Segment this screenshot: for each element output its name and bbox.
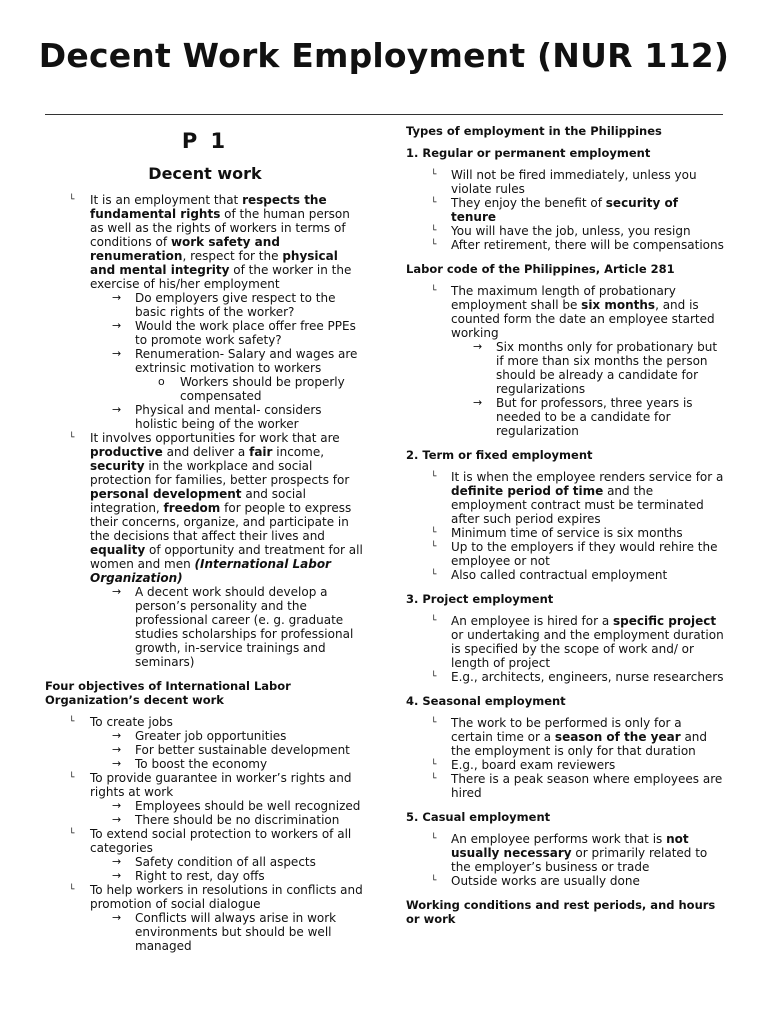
list-item-text <box>451 284 715 340</box>
text-run: E.g., board exam reviewers <box>451 758 616 772</box>
sub-list-item <box>90 743 365 757</box>
section-heading: 2. Term or fixed employment <box>406 448 593 462</box>
text-run: income, <box>272 445 325 459</box>
text-run: Outside works are usually done <box>451 874 640 888</box>
bold-text: specific project <box>612 614 717 628</box>
sub-list <box>90 291 365 431</box>
bold-text: respects the fundamental rights <box>90 193 327 221</box>
text-run: or primarily related to the employer’s business or trade <box>451 846 708 874</box>
text-run: Six months only for probationary but if more than six months the person should be already a candidate for regularizations <box>496 340 718 396</box>
list-item <box>406 568 724 582</box>
list-item-text <box>135 347 357 375</box>
text-run: But for professors, three years is needed to be a candidate for regularization <box>496 396 693 438</box>
section-list <box>406 470 724 582</box>
sub-list-item <box>90 911 365 953</box>
sub-list <box>90 855 365 883</box>
section-list <box>406 614 724 684</box>
bold-text: personal development <box>90 487 242 501</box>
text-run: and deliver a <box>162 445 250 459</box>
sub-list <box>90 585 365 669</box>
list-item <box>406 832 724 874</box>
list-item-text <box>90 771 351 799</box>
list-item-text <box>135 757 267 771</box>
list-item <box>406 238 724 252</box>
sub-list-item <box>90 403 365 431</box>
text-run: , respect for the <box>182 249 283 263</box>
section-list <box>406 284 724 438</box>
text-run: An employee performs work that is <box>451 832 667 846</box>
text-run: Safety condition of all aspects <box>135 855 316 869</box>
list-item-text <box>451 526 683 540</box>
list-item-text <box>135 813 339 827</box>
text-run: You will have the job, unless, you resign <box>451 224 691 238</box>
list-item <box>45 715 365 771</box>
text-run: Would the work place offer free PPEs to promote work safety? <box>135 319 356 347</box>
objectives-list <box>45 715 365 953</box>
section-heading: 1. Regular or permanent employment <box>406 146 651 160</box>
list-item-text <box>90 193 351 291</box>
text-run: For better sustainable development <box>135 743 350 757</box>
bold-text: productive <box>90 445 163 459</box>
sub-list <box>451 340 724 438</box>
list-item <box>406 670 724 684</box>
sub-list-item <box>90 855 365 869</box>
list-item-text <box>451 758 615 772</box>
text-run: for people to express their concerns, organize, and participate in the decisions that affect their lives and <box>90 501 352 543</box>
sub-list <box>90 911 365 953</box>
list-item <box>406 284 724 438</box>
list-item-text <box>451 470 723 526</box>
sub-list-item <box>451 340 724 396</box>
list-item <box>45 771 365 827</box>
list-item-text <box>135 855 316 869</box>
list-item-text <box>451 238 724 252</box>
list-item <box>406 196 724 224</box>
list-item-text <box>451 168 697 196</box>
text-run: Greater job opportunities <box>135 729 287 743</box>
list-item <box>406 614 724 670</box>
list-item <box>406 224 724 238</box>
text-run: An employee is hired for a <box>451 614 613 628</box>
list-item <box>406 540 724 568</box>
objectives-heading: Four objectives of International Labor Organization’s decent work <box>45 679 291 707</box>
bold-text: six months <box>581 298 656 312</box>
list-item-text <box>135 585 353 669</box>
list-item-text <box>135 729 286 743</box>
text-run: and social integration, <box>90 487 306 515</box>
list-item-text <box>451 224 691 238</box>
section-list <box>406 168 724 252</box>
list-item-text <box>90 431 363 585</box>
list-item <box>406 758 724 772</box>
bold-text: season of the year <box>554 730 681 744</box>
text-run: It is when the employee renders service for a <box>451 470 724 484</box>
text-run: Workers should be properly compensated <box>180 375 345 403</box>
sub-list-item <box>90 319 365 347</box>
section-subtitle: Decent work <box>148 164 262 183</box>
list-item-text <box>90 827 351 855</box>
list-item-text <box>451 670 724 684</box>
list-item <box>45 193 365 431</box>
list-item-text <box>496 340 717 396</box>
sub-list <box>90 729 365 771</box>
sub-list-item <box>90 585 365 669</box>
list-item <box>406 470 724 526</box>
list-item-text <box>135 869 265 883</box>
list-item-text <box>135 291 335 319</box>
sub-list-item <box>90 799 365 813</box>
text-run: Conflicts will always arise in work environments but should be well managed <box>135 911 337 953</box>
bold-text: (International Labor Organization) <box>90 557 331 585</box>
list-item-text <box>451 568 667 582</box>
sub-sub-list-item <box>135 375 365 403</box>
list-item-text <box>451 196 678 224</box>
text-run: Renumeration- Salary and wages are extrinsic motivation to workers <box>135 347 358 375</box>
text-run: Right to rest, day offs <box>135 869 265 883</box>
decent-work-list <box>45 193 365 669</box>
list-item-text <box>451 614 724 670</box>
bold-text: not usually necessary <box>451 832 689 860</box>
text-run: Also called contractual employment <box>451 568 668 582</box>
bold-text: security <box>90 459 145 473</box>
sub-list-item <box>90 757 365 771</box>
section-heading: 5. Casual employment <box>406 810 551 824</box>
text-run: Up to the employers if they would rehire the employee or not <box>451 540 718 568</box>
right-column <box>406 124 724 934</box>
text-run: , and is counted form the date an employee started working <box>451 298 715 340</box>
bold-text: freedom <box>163 501 221 515</box>
text-run: After retirement, there will be compensations <box>451 238 724 252</box>
list-item <box>406 874 724 888</box>
text-run: Minimum time of service is six months <box>451 526 683 540</box>
text-run: The maximum length of probationary employment shall be <box>451 284 676 312</box>
list-item-text <box>135 799 360 813</box>
list-item <box>45 431 365 669</box>
list-item <box>406 772 724 800</box>
bold-text: security of tenure <box>451 196 678 224</box>
text-run: To extend social protection to workers of all categories <box>90 827 352 855</box>
list-item-text <box>180 375 345 403</box>
text-run: of the human person as well as the rights of workers in terms of conditions of <box>90 207 350 249</box>
text-run: of opportunity and treatment for all women and men <box>90 543 363 571</box>
text-run: Will not be fired immediately, unless you violate rules <box>451 168 697 196</box>
list-item-text <box>135 743 350 757</box>
text-run: There is a peak season where employees are hired <box>451 772 723 800</box>
title-divider <box>45 114 723 115</box>
list-item-text <box>135 911 336 953</box>
text-run: To provide guarantee in worker’s rights and rights at work <box>90 771 352 799</box>
text-run: and the employment contract must be terminated after such period expires <box>451 484 704 526</box>
list-item-text <box>496 396 693 438</box>
text-run: in the workplace and social protection for families, better prospects for <box>90 459 350 487</box>
bold-text: physical and mental integrity <box>90 249 338 277</box>
section-list <box>406 716 724 800</box>
section-heading: 3. Project employment <box>406 592 554 606</box>
list-item-text <box>451 540 718 568</box>
section-heading: Working conditions and rest periods, and hours or work <box>406 898 716 926</box>
sub-list-item <box>451 396 724 438</box>
text-run: of the worker in the exercise of his/her employment <box>90 263 352 291</box>
section-list <box>406 832 724 888</box>
list-item-text <box>90 883 363 911</box>
list-item-text <box>451 832 707 874</box>
bold-text: equality <box>90 543 146 557</box>
sub-list-item <box>90 813 365 827</box>
text-run: Do employers give respect to the basic rights of the worker? <box>135 291 336 319</box>
list-item <box>45 883 365 953</box>
text-run: To help workers in resolutions in conflicts and promotion of social dialogue <box>90 883 363 911</box>
section-label: P 1 <box>181 129 229 153</box>
text-run: The work to be performed is only for a certain time or a <box>451 716 682 744</box>
list-item-text <box>451 874 640 888</box>
bold-text: definite period of time <box>451 484 604 498</box>
text-run: Physical and mental- considers holistic being of the worker <box>135 403 322 431</box>
text-run: A decent work should develop a person’s personality and the professional career (e. g. graduate studies scholarships for professional growth, in-service trainings and seminars) <box>135 585 354 669</box>
sub-list-item <box>90 347 365 403</box>
text-run: It involves opportunities for work that are <box>90 431 340 445</box>
text-run: E.g., architects, engineers, nurse researchers <box>451 670 724 684</box>
sub-list <box>135 375 365 403</box>
list-item <box>406 526 724 540</box>
sub-list <box>90 799 365 827</box>
text-run: It is an employment that <box>90 193 243 207</box>
text-run: There should be no discrimination <box>135 813 340 827</box>
left-column <box>45 124 365 953</box>
list-item <box>45 827 365 883</box>
list-item-text <box>135 319 356 347</box>
list-item-text <box>135 403 322 431</box>
sub-list-item <box>90 291 365 319</box>
text-run: To boost the economy <box>135 757 268 771</box>
sub-list-item <box>90 729 365 743</box>
bold-text: fair <box>249 445 273 459</box>
section-heading: Labor code of the Philippines, Article 281 <box>406 262 675 276</box>
sub-list-item <box>90 869 365 883</box>
list-item-text <box>451 716 707 758</box>
list-item <box>406 168 724 196</box>
text-run: They enjoy the benefit of <box>451 196 606 210</box>
text-run: or undertaking and the employment duration is specified by the scope of work and/ or length of project <box>451 628 724 670</box>
list-item-text <box>90 715 173 729</box>
text-run: To create jobs <box>90 715 173 729</box>
list-item <box>406 716 724 758</box>
section-heading: 4. Seasonal employment <box>406 694 566 708</box>
bold-text: work safety and renumeration <box>90 235 280 263</box>
text-run: Employees should be well recognized <box>135 799 361 813</box>
section-heading: Types of employment in the Philippines <box>406 124 662 138</box>
text-run: and the employment is only for that duration <box>451 730 708 758</box>
document-title: Decent Work Employment (NUR 112) <box>38 36 730 75</box>
list-item-text <box>451 772 722 800</box>
